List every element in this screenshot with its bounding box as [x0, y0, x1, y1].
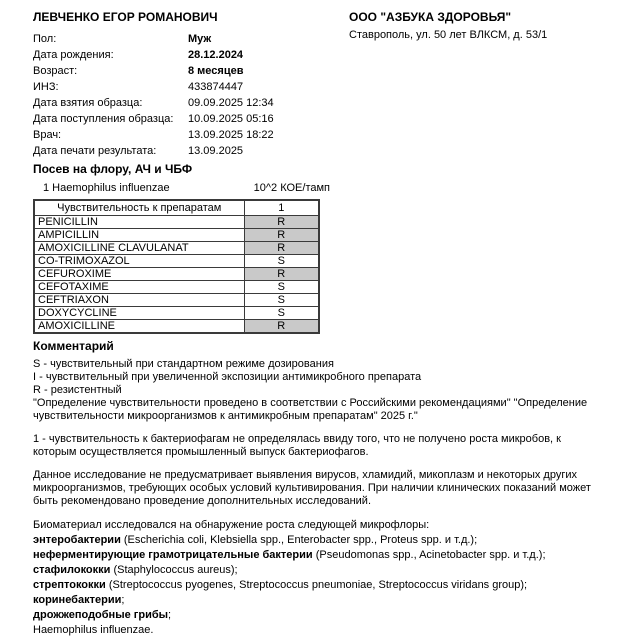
- microflora-intro: Биоматериал исследовался на обнаружение роста следующей микрофлоры:: [33, 518, 430, 531]
- sensitivity-table: [33, 199, 320, 334]
- comment-paragraph: Данное исследование не предусматривает выявления вирусов, хламидий, микоплазм и некоторых других микроорганизмов, требующих особых условий культивирования. При наличии клинических показаний может быть рекомендовано проведение дополнительных исследований.: [33, 468, 591, 507]
- test-section-title: Посев на флору, АЧ и ЧБФ: [33, 162, 193, 176]
- field-value: 28.12.2024: [188, 49, 244, 61]
- microflora-list: [33, 533, 605, 638]
- sensitivity-table-header-row: [34, 200, 319, 215]
- field-label: Дата печати результата:: [33, 145, 157, 157]
- microflora-item: дрожжеподобные грибы;: [33, 608, 172, 621]
- patient-name: ЛЕВЧЕНКО ЕГОР РОМАНОВИЧ: [33, 10, 218, 24]
- table-header-isolate-number: 1: [244, 200, 319, 215]
- comment-paragraph: 1 - чувствительность к бактериофагам не определялась ввиду того, что не получено роста микробов, к которым осуществляется промышленный выпуск бактериофагов.: [33, 432, 561, 458]
- legend-line: "Определение чувствительности проведено в соответствии с Российскими рекомендациями" "Определение чувствительности микроорганизмов к антимикробным препаратам" 2025 г.": [33, 396, 588, 422]
- microflora-group-name: энтеробактерии: [33, 533, 121, 546]
- field-label: Дата рождения:: [33, 49, 114, 61]
- clinic-block: [349, 8, 605, 159]
- microflora-item: неферментирующие грамотрицательные бактерии (Pseudomonas spp., Acinetobacter spp. и т.д.);: [33, 548, 546, 561]
- microflora-group-name: коринебактерии: [33, 593, 122, 606]
- legend-block: [33, 358, 605, 423]
- drug-name-cell: PENICILLIN: [34, 215, 244, 228]
- field-value: 8 месяцев: [188, 65, 244, 77]
- field-value: Муж: [188, 33, 212, 45]
- table-row: [34, 254, 319, 267]
- microflora-block: [33, 518, 605, 638]
- table-row: [34, 293, 319, 306]
- patient-field-row: [33, 79, 349, 95]
- patient-field-row: [33, 127, 349, 143]
- field-value: 13.09.2025 18:22: [188, 129, 274, 141]
- organism-name: 1 Haemophilus influenzae: [43, 182, 170, 194]
- microflora-group-name: дрожжеподобные грибы: [33, 608, 169, 621]
- result-cell: R: [244, 267, 319, 280]
- field-value: 09.09.2025 12:34: [188, 97, 274, 109]
- patient-field-row: [33, 95, 349, 111]
- drug-name-cell: DOXYCYCLINE: [34, 306, 244, 319]
- drug-name-cell: AMPICILLIN: [34, 228, 244, 241]
- microflora-item: стафилококки (Staphylococcus aureus);: [33, 563, 238, 576]
- field-label: Дата поступления образца:: [33, 113, 174, 125]
- patient-field-row: [33, 47, 349, 63]
- patient-field-row: [33, 143, 349, 159]
- sensitivity-table-body: [34, 215, 319, 333]
- patient-field-row: [33, 31, 349, 47]
- result-cell: R: [244, 228, 319, 241]
- patient-field-row: [33, 111, 349, 127]
- result-cell: S: [244, 293, 319, 306]
- report-header: [33, 8, 605, 159]
- table-row: [34, 306, 319, 319]
- microflora-group-name: стафилококки: [33, 563, 111, 576]
- clinic-name: ООО "АЗБУКА ЗДОРОВЬЯ": [349, 10, 512, 24]
- organism-concentration: 10^2 КОЕ/тамп: [253, 182, 330, 194]
- result-cell: R: [244, 215, 319, 228]
- result-cell: S: [244, 280, 319, 293]
- field-label: Дата взятия образца:: [33, 97, 143, 109]
- clinic-address: Ставрополь, ул. 50 лет ВЛКСМ, д. 53/1: [349, 29, 548, 41]
- microflora-item: коринебактерии;: [33, 593, 125, 606]
- microflora-item: энтеробактерии (Escherichia coli, Klebsiella spp., Enterobacter spp., Proteus spp. и т.д.);: [33, 533, 478, 546]
- microflora-item: стрептококки (Streptococcus pyogenes, Streptococcus pneumoniae, Streptococcus viridans group);: [33, 578, 528, 591]
- field-value: 433874447: [188, 81, 244, 93]
- comments-title: Комментарий: [33, 338, 114, 353]
- result-cell: S: [244, 306, 319, 319]
- field-label: Возраст:: [33, 65, 78, 77]
- comments-section: [33, 339, 605, 638]
- table-row: [34, 267, 319, 280]
- field-value: 10.09.2025 05:16: [188, 113, 274, 125]
- table-row: [34, 241, 319, 254]
- patient-fields: [33, 31, 349, 159]
- microflora-group-name: неферментирующие грамотрицательные бактерии: [33, 548, 313, 561]
- table-row: [34, 215, 319, 228]
- table-row: [34, 228, 319, 241]
- legend-line: R - резистентный: [33, 383, 122, 396]
- microflora-group-name: стрептококки: [33, 578, 106, 591]
- drug-name-cell: CEFTRIAXON: [34, 293, 244, 306]
- drug-name-cell: CEFUROXIME: [34, 267, 244, 280]
- organism-row: [33, 182, 330, 194]
- result-cell: R: [244, 241, 319, 254]
- field-label: ИНЗ:: [33, 81, 59, 93]
- table-row: [34, 280, 319, 293]
- result-cell: R: [244, 319, 319, 333]
- field-label: Пол:: [33, 33, 57, 45]
- drug-name-cell: AMOXICILLINE CLAVULANAT: [34, 241, 244, 254]
- drug-name-cell: CO-TRIMOXAZOL: [34, 254, 244, 267]
- comment-paragraphs: [33, 433, 605, 508]
- patient-field-row: [33, 63, 349, 79]
- microflora-item: Haemophilus influenzae.: [33, 623, 154, 636]
- drug-name-cell: CEFOTAXIME: [34, 280, 244, 293]
- patient-block: [33, 8, 349, 159]
- legend-line: S - чувствительный при стандартном режиме дозирования: [33, 357, 334, 370]
- field-label: Врач:: [33, 129, 62, 141]
- drug-name-cell: AMOXICILLINE: [34, 319, 244, 333]
- legend-line: I - чувствительный при увеличенной экспозиции антимикробного препарата: [33, 370, 422, 383]
- field-value: 13.09.2025: [188, 145, 244, 157]
- result-cell: S: [244, 254, 319, 267]
- table-row: [34, 319, 319, 333]
- table-header-drugs: Чувствительность к препаратам: [34, 200, 244, 215]
